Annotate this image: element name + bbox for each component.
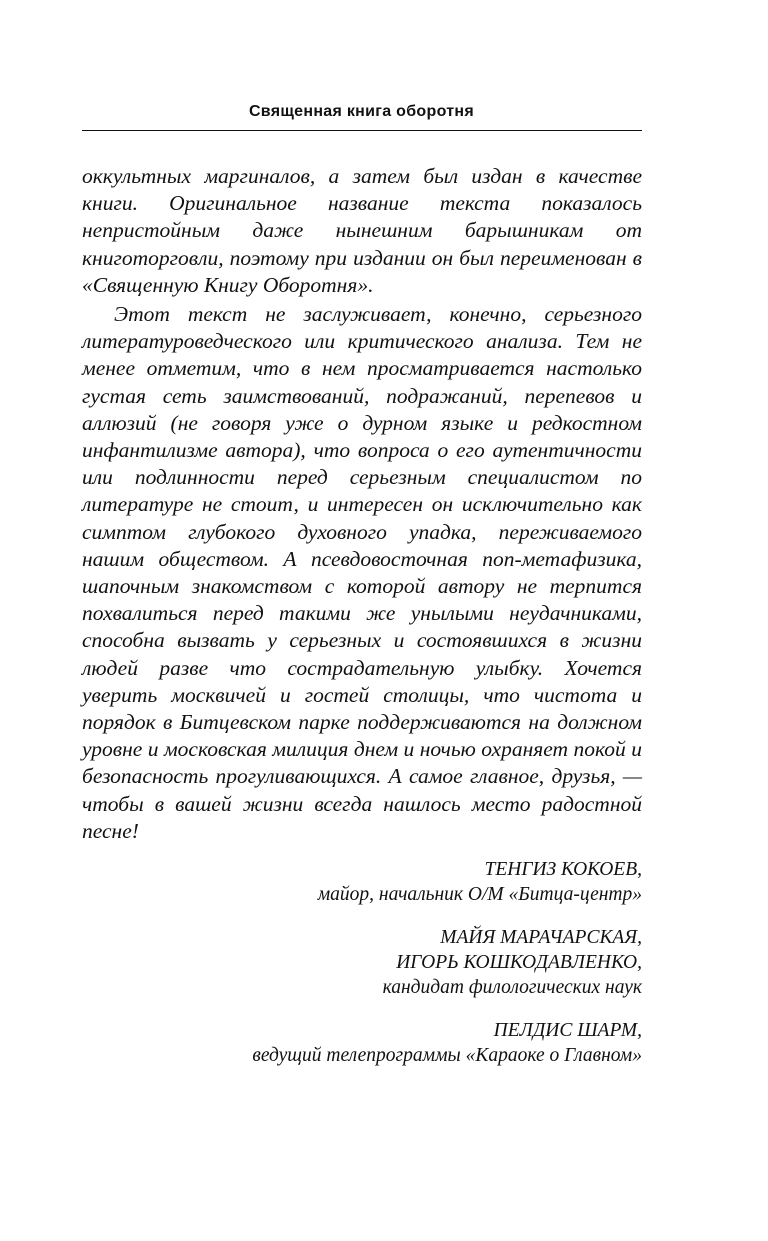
- paragraph-main: Этот текст не заслуживает, конечно, серьезного литературоведческого или критического анализа. Тем не менее отметим, что в нем просматривается настолько густая сеть заимствований, подражаний, перепевов и аллюзий (не говоря уже о дурном языке и редкостном инфантилизме автора), что вопроса о его аутентичности или подлинности перед серьезным специалистом по литературе не стоит, и интересен он исключительно как симптом глубокого духовного упадка, переживаемого нашим обществом. А псевдовосточная поп-метафизика, шапочным знакомством с которой автору не терпится похвалиться перед такими же унылыми неудачниками, способна вызвать у серьезных и состоявшихся в жизни людей разве что сострадательную улыбку. Хочется уверить москвичей и гостей столицы, что чистота и порядок в Битцевском парке поддерживаются на должном уровне и московская милиция днем и ночью охраняет покой и безопасность прогуливающихся. А самое главное, друзья, — чтобы в вашей жизни всегда нашлось место радостной песне!: [82, 302, 642, 843]
- book-page: [82, 100, 642, 1086]
- signature-marocharskaya-koshkodavlenko: [82, 925, 642, 1000]
- signature-title: кандидат филологических наук: [382, 977, 642, 999]
- signature-title: майор, начальник О/М «Битца-центр»: [317, 884, 642, 906]
- signature-sharm: [82, 1018, 642, 1068]
- signatures-block: [82, 857, 642, 1068]
- signature-name: ТЕНГИЗ КОКОЕВ,: [484, 859, 642, 881]
- signature-name: ИГОРЬ КОШКОДАВЛЕНКО,: [396, 952, 642, 974]
- signature-name: МАЙЯ МАРАЧАРСКАЯ,: [440, 927, 642, 949]
- signature-kokoev: [82, 857, 642, 907]
- paragraph-continued: оккультных маргиналов, а затем был издан в качестве книги. Оригинальное название текста показалось непристойным даже нынешним барышникам от книготорговли, поэтому при издании он был переименован в «Священную Книгу Оборотня».: [82, 164, 642, 297]
- running-title: Священная книга оборотня: [82, 100, 642, 131]
- signature-title: ведущий телепрограммы «Караоке о Главном»: [252, 1045, 642, 1067]
- body-text: [82, 163, 642, 845]
- signature-name: ПЕЛДИС ШАРМ,: [493, 1020, 642, 1042]
